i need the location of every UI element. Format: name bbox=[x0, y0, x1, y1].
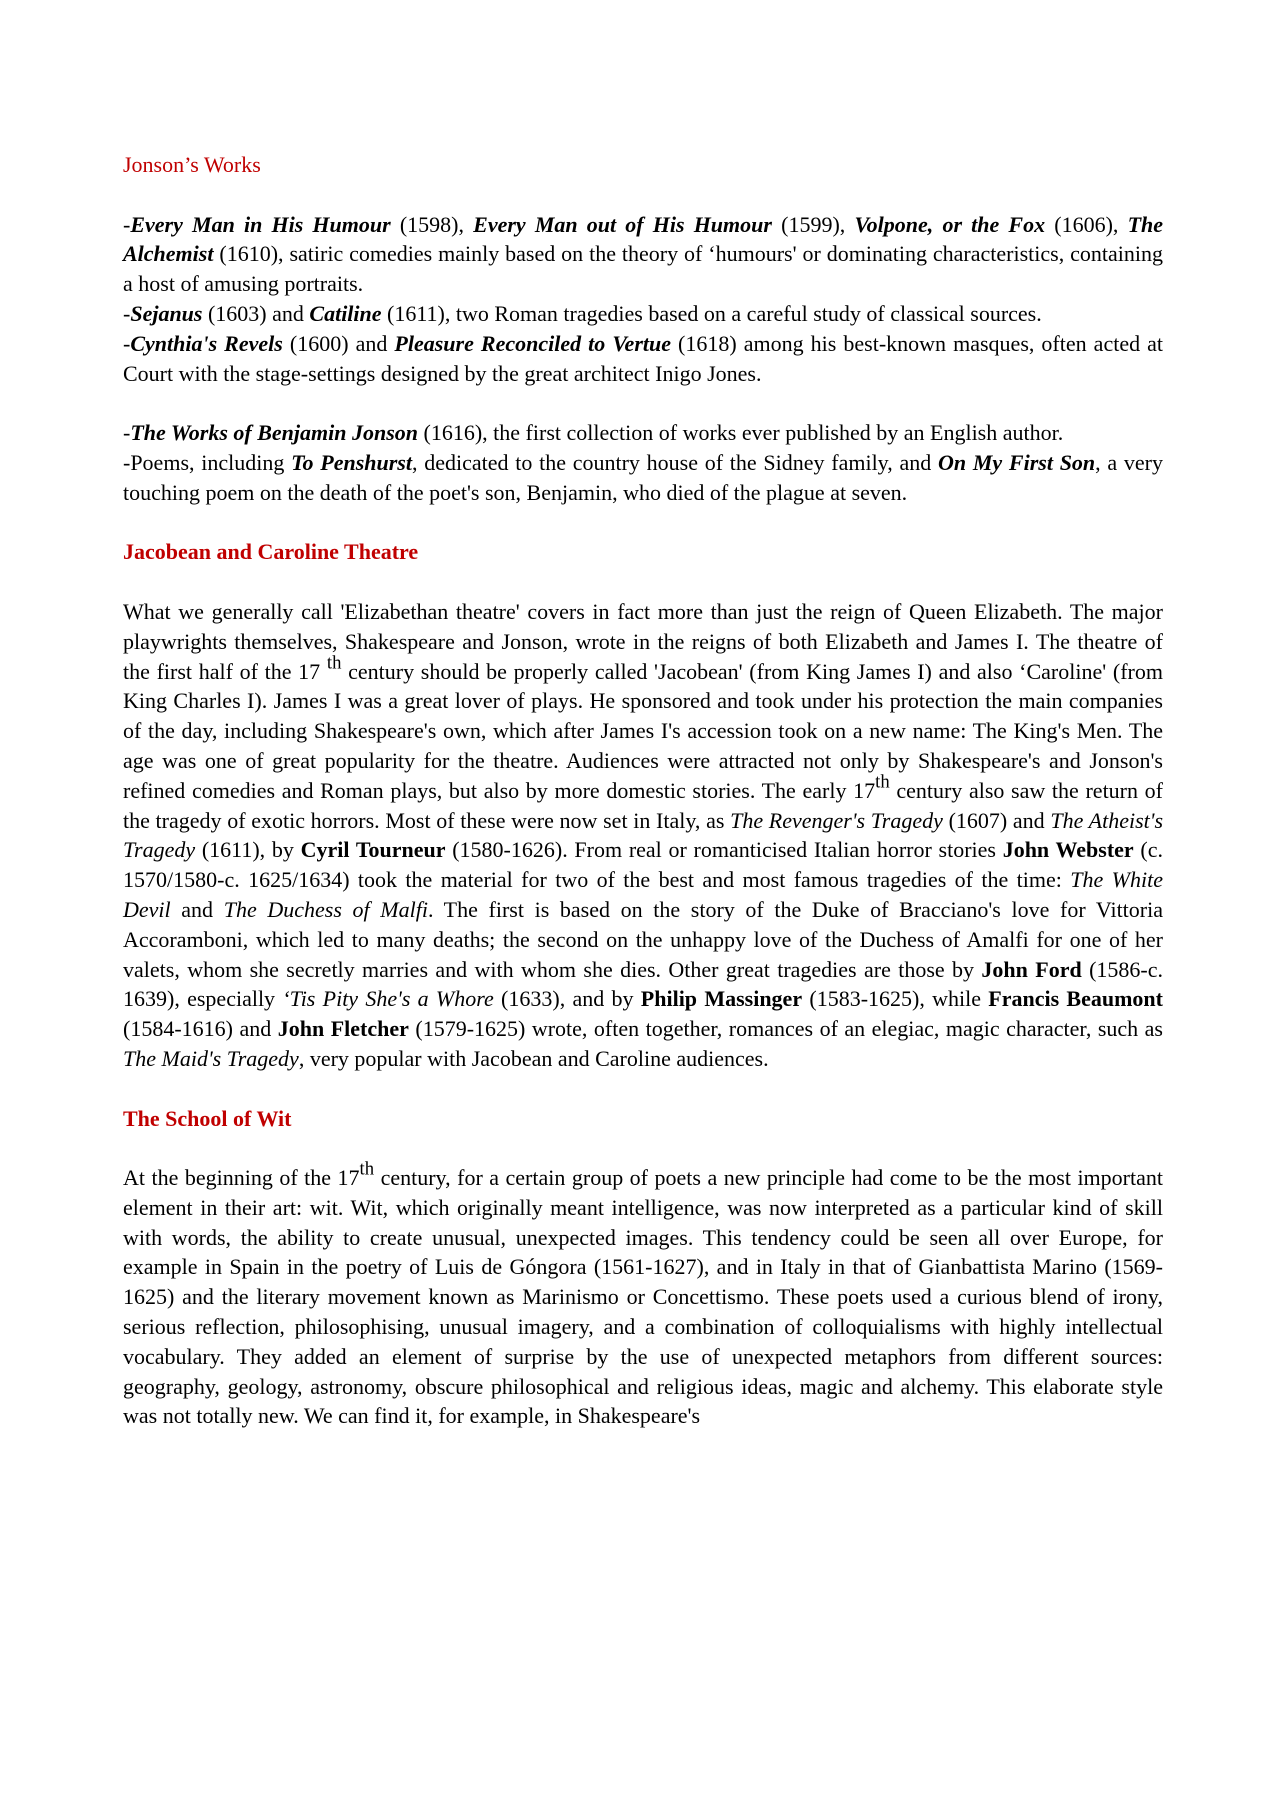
text-run: century should be properly called 'Jacobean' (from King James I) and also ‘Caroline' (from King Charles I). James I was a great lover of plays. He sponsored and took under his protection the main companies of the day, including Shakespeare's own, which after James I's accession took on a new name: The King's Men. The age was one of great popularity for the theatre. Audiences were attracted not only by Shakespeare's and Jonson's refined comedies and Roman plays, but also by more domestic stories. The early 17 bbox=[123, 658, 1163, 803]
works-paragraph-tragedies bbox=[123, 299, 1163, 329]
text-run: What we generally call 'Elizabethan theatre' covers in fact more than just the reign of Queen Elizabeth. The major playwrights themselves, Shakespeare and Jonson, wrote in the reigns of both Elizabeth and James I. The theatre of the first half of the 17 bbox=[123, 598, 1163, 684]
document-page bbox=[123, 150, 1163, 1431]
title-to-penshurst: To Penshurst bbox=[291, 449, 412, 475]
text-run: century also saw the return of the tragedy of exotic horrors. Most of these were now set in Italy, as bbox=[123, 777, 1163, 833]
text-run: -Poems, including bbox=[123, 449, 292, 475]
school-of-wit-paragraph bbox=[123, 1158, 1163, 1431]
section-heading-jacobean-caroline: Jacobean and Caroline Theatre bbox=[123, 539, 419, 565]
title-tis-pity: ‘Tis Pity She's a Whore bbox=[282, 986, 494, 1012]
text-run: (1607) and bbox=[942, 807, 1051, 833]
title-cynthias-revels: Cynthia's Revels bbox=[130, 330, 283, 356]
text-run: (1579-1625) wrote, often together, romances of an elegiac, magic character, such as bbox=[408, 1016, 1163, 1042]
text-run: , dedicated to the country house of the Sidney family, and bbox=[411, 449, 938, 475]
title-revengers-tragedy: The Revenger's Tragedy bbox=[730, 807, 943, 833]
text-run: (1598), bbox=[390, 211, 474, 237]
text-run: (1618) among his best-known masques, often acted at Court with the stage-settings designed by the great architect Inigo Jones. bbox=[123, 330, 1164, 386]
text-run: (1611), by bbox=[195, 837, 301, 863]
works-paragraph-masques bbox=[123, 329, 1163, 389]
section-heading-jonsons-works: Jonson’s Works bbox=[123, 152, 261, 177]
title-duchess-of-malfi: The Duchess of Malfi bbox=[223, 896, 428, 922]
section-heading-school-of-wit: The School of Wit bbox=[123, 1105, 292, 1131]
title-on-my-first-son: On My First Son bbox=[938, 449, 1096, 475]
text-run: (1611), two Roman tragedies based on a careful study of classical sources. bbox=[381, 300, 1042, 326]
text-run: (1603) and bbox=[202, 300, 310, 326]
name-john-fletcher: John Fletcher bbox=[277, 1016, 409, 1042]
title-volpone: Volpone, or the Fox bbox=[854, 211, 1046, 237]
name-cyril-tourneur: Cyril Tourneur bbox=[300, 837, 446, 863]
title-every-man-in: Every Man in His Humour bbox=[130, 211, 391, 237]
text-run: (1586-c. 1639), especially bbox=[123, 956, 1163, 1012]
text-run: and bbox=[170, 896, 224, 922]
spacer bbox=[123, 388, 1163, 418]
title-white-devil: The White Devil bbox=[123, 867, 1163, 922]
superscript-th: th bbox=[326, 652, 342, 674]
works-paragraph-poems bbox=[123, 448, 1163, 508]
text-run: . The first is based on the story of the Duke of Bracciano's love for Vittoria Accoramboni, which led to many deaths; the second on the unhappy love of the Duchess of Amalfi for one of her valets, whom she secretly marries and with whom she dies. Other great tragedies are those by bbox=[123, 896, 1163, 982]
spacer bbox=[123, 1074, 1163, 1104]
dash: - bbox=[123, 330, 131, 356]
text-run: century, for a certain group of poets a new principle had come to be the most important element in their art: wit. Wit, which originally meant intelligence, was now interpreted as a particular kind of skill with words, the ability to create unusual, unexpected images. This tendency could be seen all over Europe, for example in Spain in the poetry of Luis de Góngora (1561-1627), and in Italy in that of Gianbattista Marino (1569-1625) and the literary movement known as Marinismo or Concettismo. These poets used a curious blend of irony, serious reflection, philosophising, unusual imagery, and a combination of colloquialisms with highly intellectual vocabulary. They added an element of surprise by the use of unexpected metaphors from different sources: geography, geology, astronomy, obscure philosophical and religious ideas, magic and alchemy. This elaborate style was not totally new. We can find it, for example, in Shakespeare's bbox=[123, 1165, 1163, 1429]
text-run: (1580-1626). From real or romanticised Italian horror stories bbox=[445, 837, 1003, 863]
dash: - bbox=[123, 300, 131, 326]
title-atheists-tragedy: The Atheist's Tragedy bbox=[123, 807, 1164, 863]
dash: - bbox=[123, 211, 131, 237]
title-pleasure-reconciled: Pleasure Reconciled to Vertue bbox=[394, 330, 671, 356]
title-works-of-benjamin-jonson: The Works of Benjamin Jonson bbox=[130, 420, 419, 446]
text-run: (c. 1570/1580-c. 1625/1634) took the material for two of the best and most famous tragedies of the time: bbox=[123, 837, 1164, 893]
name-francis-beaumont: Francis Beaumont bbox=[988, 986, 1163, 1012]
name-john-ford: John Ford bbox=[981, 956, 1082, 982]
title-every-man-out: Every Man out of His Humour bbox=[473, 211, 772, 237]
text-run: At the beginning of the 17 bbox=[123, 1165, 360, 1191]
text-run: (1616), the first collection of works ever published by an English author. bbox=[418, 420, 1064, 446]
superscript-th: th bbox=[875, 771, 890, 793]
dash: - bbox=[123, 420, 131, 446]
text-run: (1633), and by bbox=[493, 986, 641, 1012]
title-alchemist: The Alchemist bbox=[123, 211, 1164, 267]
text-run: , a very touching poem on the death of the poet's son, Benjamin, who died of the plague at seven. bbox=[123, 449, 1164, 505]
text-run: (1599), bbox=[771, 211, 855, 237]
text-run: (1610), satiric comedies mainly based on the theory of ‘humours' or dominating characteristics, containing a host of amusing portraits. bbox=[123, 241, 1163, 297]
spacer bbox=[123, 1133, 1163, 1163]
jacobean-paragraph bbox=[123, 597, 1163, 1074]
name-john-webster: John Webster bbox=[1002, 837, 1134, 863]
name-philip-massinger: Philip Massinger bbox=[640, 986, 803, 1012]
spacer bbox=[123, 508, 1163, 538]
superscript-th: th bbox=[359, 1158, 375, 1180]
text-run: (1584-1616) and bbox=[123, 1016, 278, 1042]
text-run: , very popular with Jacobean and Caroline audiences. bbox=[298, 1045, 769, 1071]
text-run: (1600) and bbox=[282, 330, 395, 356]
works-paragraph-comedies bbox=[123, 210, 1163, 299]
works-paragraph-collection bbox=[123, 418, 1163, 448]
text-run: (1606), bbox=[1045, 211, 1128, 237]
spacer bbox=[123, 567, 1163, 597]
title-catiline: Catiline bbox=[309, 300, 382, 326]
spacer bbox=[123, 180, 1163, 210]
title-sejanus: Sejanus bbox=[130, 300, 203, 326]
text-run: (1583-1625), while bbox=[802, 986, 989, 1012]
title-maids-tragedy: The Maid's Tragedy bbox=[123, 1045, 299, 1071]
